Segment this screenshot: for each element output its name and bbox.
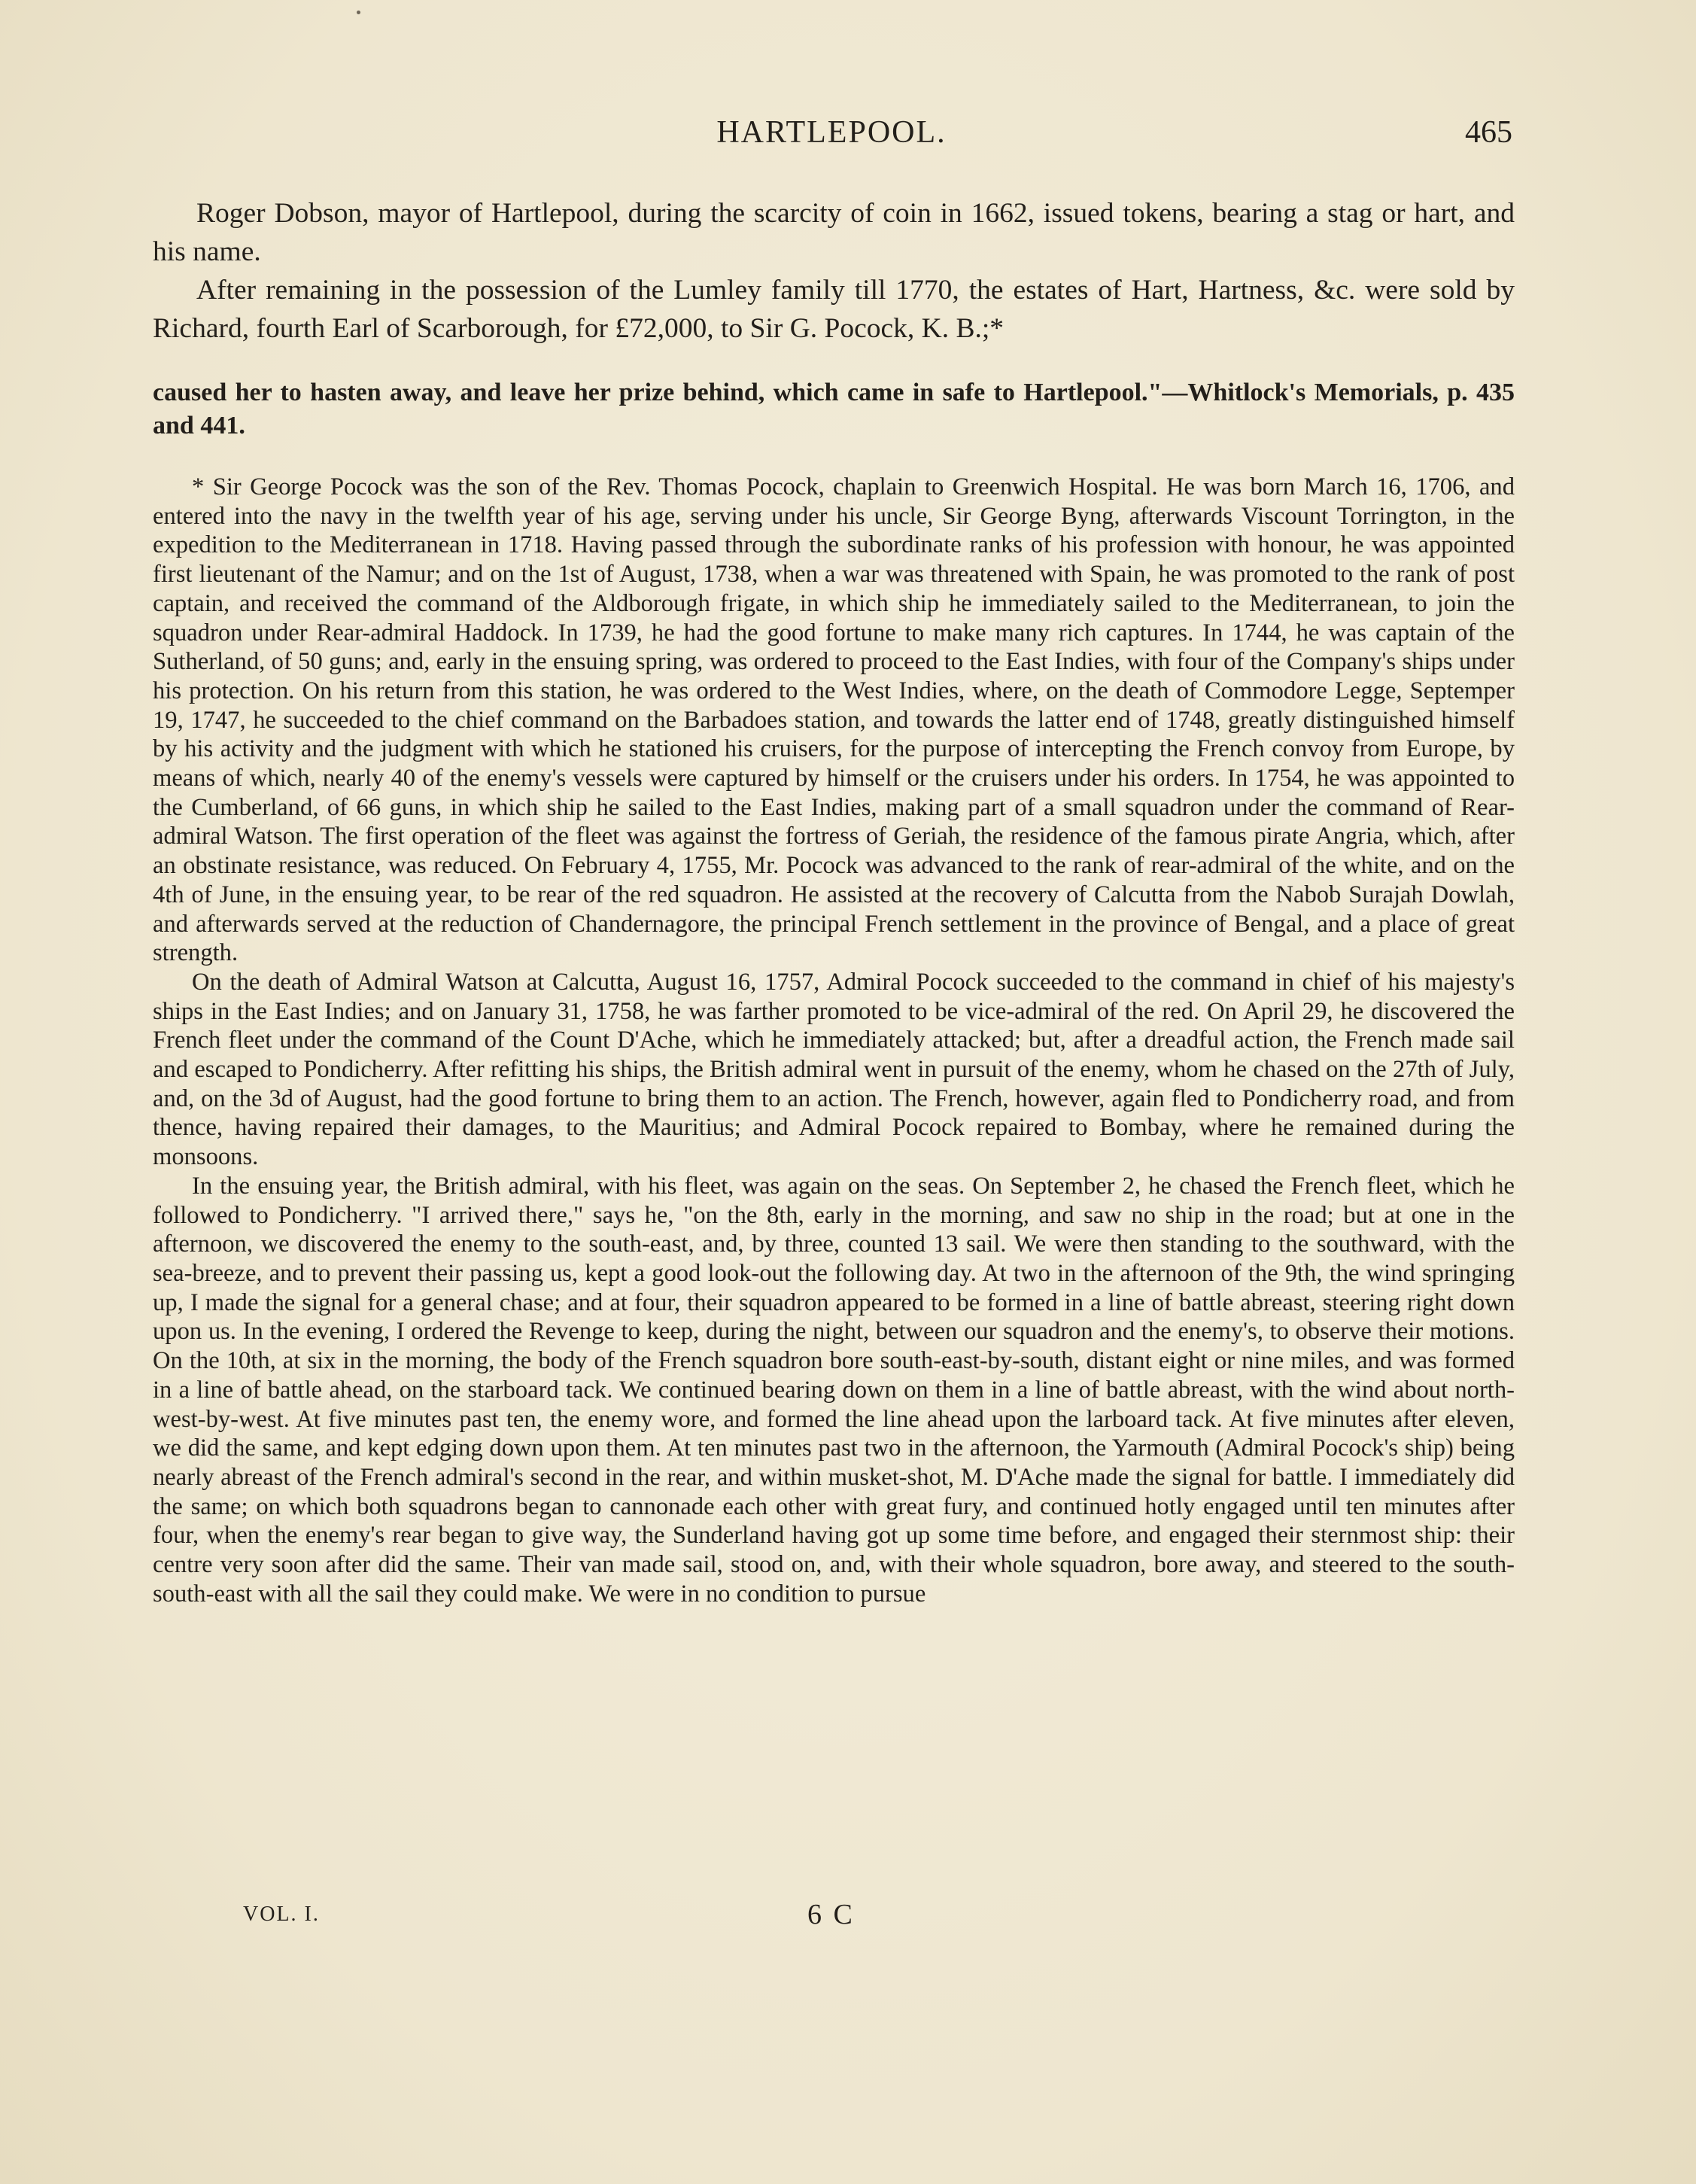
main-text [153, 194, 1515, 348]
footnote [153, 473, 1515, 1608]
footnote-paragraph: On the death of Admiral Watson at Calcutta, August 16, 1757, Admiral Pocock succeeded to the command in chief of his majesty's ships in the East Indies; and on January 31, 1758, he was farther promoted to be vice-admiral of the red. On April 29, he discovered the French fleet under the command of the Count D'Ache, which he immediately attacked; but, after a dreadful action, the French made sail and escaped to Pondicherry. After refitting his ships, the British admiral went in pursuit of the enemy, whom he chased on the 27th of July, and, on the 3d of August, had the good fortune to bring them to an action. The French, however, again fled to Pondicherry road, and from thence, having repaired their damages, to the Mauritius; and Admiral Pocock repaired to Bombay, where he remained during the monsoons. [153, 968, 1515, 1171]
continued-footnote [153, 376, 1515, 443]
running-head [150, 114, 1512, 160]
footnote-paragraph: In the ensuing year, the British admiral, with his fleet, was again on the seas. On September 2, he chased the French fleet, which he followed to Pondicherry. "I arrived there," says he, "on the 8th, early in the morning, and saw no ship in the road; but at one in the afternoon, we discovered the enemy to the south-east, and, by three, counted 13 sail. We were then standing to the southward, with the sea-breeze, and to prevent their passing us, kept a good look-out the following day. At two in the afternoon of the 9th, the wind springing up, I made the signal for a general chase; and at four, their squadron appeared to be formed in a line of battle abreast, steering right down upon us. In the evening, I ordered the Revenge to keep, during the night, between our squadron and the enemy's, to observe their motions. On the 10th, at six in the morning, the body of the French squadron bore south-east-by-south, distant eight or nine miles, and was formed in a line of battle ahead, on the starboard tack. We continued bearing down on them in a line of battle abreast, with the wind about north-west-by-west. At five minutes past ten, the enemy wore, and formed the line ahead upon the larboard tack. At five minutes after eleven, we did the same, and kept edging down upon them. At ten minutes past two in the afternoon, the Yarmouth (Admiral Pocock's ship) being nearly abreast of the French admiral's second in the rear, and within musket-shot, M. D'Ache made the signal for battle. I immediately did the same; on which both squadrons began to cannonade each other with great fury, and continued hotly engaged until ten minutes after four, when the enemy's rear began to give way, the Sunderland having got up some time before, and engaged their sternmost ship: their centre very soon after did the same. Their van made sail, stood on, and, with their whole squadron, bore away, and steered to the south-south-east with all the sail they could make. We were in no condition to pursue [153, 1172, 1515, 1608]
continued-footnote-text: caused her to hasten away, and leave her prize behind, which came in safe to Hartlepool."—Whitlock's Memorials, p. 435 and 441. [153, 379, 1515, 440]
main-paragraph: After remaining in the possession of the Lumley family till 1770, the estates of Hart, Hartness, &c. were sold by Richard, fourth Earl of Scarborough, for £72,000, to Sir G. Pocock, K. B.;* [153, 275, 1515, 344]
footnote-paragraph: * Sir George Pocock was the son of the Rev. Thomas Pocock, chaplain to Greenwich Hospital. He was born March 16, 1706, and entered into the navy in the twelfth year of his age, serving under his uncle, Sir George Byng, afterwards Viscount Torrington, in the expedition to the Mediterranean in 1718. Having passed through the subordinate ranks of his profession with honour, he was appointed first lieutenant of the Namur; and on the 1st of August, 1738, when a war was threatened with Spain, he was promoted to the rank of post captain, and received the command of the Aldborough frigate, in which ship he immediately sailed to the Mediterranean, to join the squadron under Rear-admiral Haddock. In 1739, he had the good fortune to make many rich captures. In 1744, he was captain of the Sutherland, of 50 guns; and, early in the ensuing spring, was ordered to proceed to the East Indies, with four of the Company's ships under his protection. On his return from this station, he was ordered to the West Indies, where, on the death of Commodore Legge, Septemper 19, 1747, he succeeded to the chief command on the Barbadoes station, and towards the latter end of 1748, greatly distinguished himself by his activity and the judgment with which he stationed his cruisers, for the purpose of intercepting the French convoy from Europe, by means of which, nearly 40 of the enemy's vessels were captured by himself or the cruisers under his orders. In 1754, he was appointed to the Cumberland, of 66 guns, in which ship he sailed to the East Indies, making part of a small squadron under the command of Rear-admiral Watson. The first operation of the fleet was against the fortress of Geriah, the residence of the famous pirate Angria, which, after an obstinate resistance, was reduced. On February 4, 1755, Mr. Pocock was advanced to the rank of rear-admiral of the white, and on the 4th of June, in the ensuing year, to be rear of the red squadron. He assisted at the recovery of Calcutta from the Nabob Surajah Dowlah, and afterwards served at the reduction of Chandernagore, the principal French settlement in the province of Bengal, and a place of great strength. [153, 473, 1515, 967]
page-footer [153, 1898, 1515, 1936]
ink-speck [357, 11, 360, 14]
page-number: 465 [1465, 115, 1512, 150]
running-title: HARTLEPOOL. [716, 115, 947, 150]
signature-mark: 6 C [807, 1899, 855, 1930]
main-paragraph: Roger Dobson, mayor of Hartlepool, during the scarcity of coin in 1662, issued tokens, bearing a stag or hart, and his name. [153, 198, 1515, 267]
volume-mark: VOL. I. [243, 1903, 320, 1926]
